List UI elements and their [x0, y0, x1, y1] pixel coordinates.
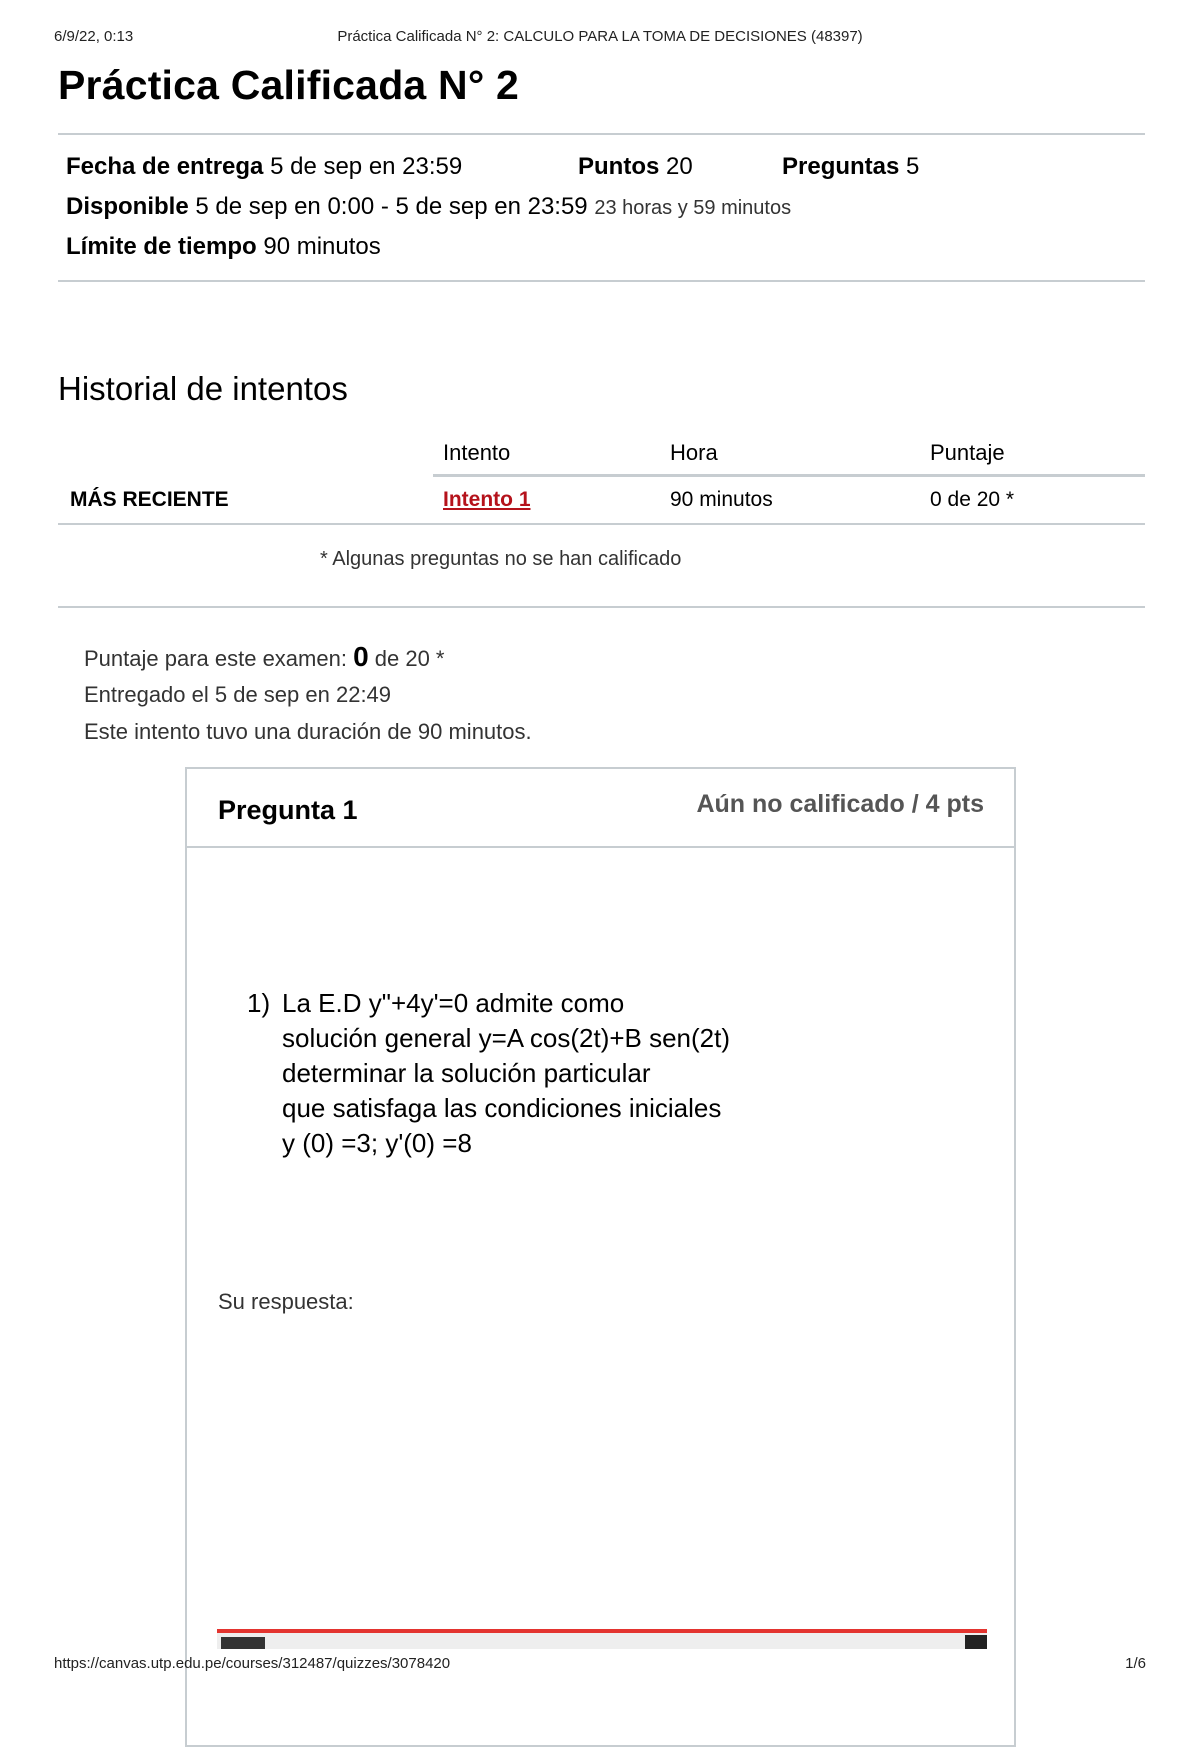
questions-label: Preguntas	[782, 153, 900, 180]
grading-note: * Algunas preguntas no se han calificado	[320, 548, 682, 570]
question-line: solución general y=A cos(2t)+B sen(2t)	[282, 1023, 731, 1053]
questions-meta	[782, 153, 919, 181]
score-summary	[84, 641, 444, 673]
quiz-meta-row-3	[66, 233, 381, 261]
duration-text: Este intento tuvo una duración de 90 minutos.	[84, 719, 532, 744]
points-label: Puntos	[578, 153, 660, 180]
print-url: https://canvas.utp.edu.pe/courses/312487/quizzes/3078420	[54, 1655, 451, 1672]
answer-label: Su respuesta:	[218, 1289, 354, 1314]
available-label: Disponible	[66, 193, 189, 220]
history-heading: Historial de intentos	[58, 370, 348, 407]
due-label: Fecha de entrega	[66, 153, 264, 180]
divider	[58, 280, 1145, 282]
question-line: La E.D y"+4y'=0 admite como	[282, 988, 625, 1018]
score-prefix: Puntaje para este examen:	[84, 646, 354, 671]
question-line: y (0) =3; y'(0) =8	[282, 1128, 472, 1158]
answer-image-fragment	[965, 1635, 987, 1649]
question-line: que satisfaga las condiciones iniciales	[282, 1093, 722, 1123]
print-title: Práctica Calificada N° 2: CALCULO PARA LA TOMA DE DECISIONES (48397)	[337, 28, 863, 45]
points-meta	[578, 153, 693, 181]
row-divider	[58, 523, 1145, 525]
header-divider	[433, 474, 1145, 477]
score-value: 0	[353, 641, 369, 672]
question-header	[187, 769, 1014, 848]
time-limit-label: Límite de tiempo	[66, 233, 257, 260]
row-label: MÁS RECIENTE	[70, 488, 229, 511]
due-value: 5 de sep en 23:59	[270, 153, 463, 180]
column-header-time: Hora	[670, 440, 718, 465]
questions-value: 5	[906, 153, 920, 180]
score-suffix: de 20 *	[368, 646, 445, 671]
available-duration: 23 horas y 59 minutos	[594, 197, 792, 219]
column-header-score: Puntaje	[930, 440, 1005, 465]
question-title: Pregunta 1	[218, 795, 358, 825]
quiz-meta-row-2	[66, 193, 791, 221]
attempt-link[interactable]: Intento 1	[443, 488, 531, 511]
time-limit-value: 90 minutos	[263, 233, 381, 260]
print-date: 6/9/22, 0:13	[54, 28, 134, 45]
column-header-attempt: Intento	[443, 440, 511, 465]
page-number: 1/6	[1125, 1655, 1146, 1672]
attempt-score: 0 de 20 *	[930, 488, 1015, 511]
answer-image	[217, 1629, 987, 1649]
page-title: Práctica Calificada N° 2	[58, 62, 520, 108]
available-value: 5 de sep en 0:00 - 5 de sep en 23:59	[195, 193, 588, 220]
print-footer	[54, 1655, 1146, 1675]
answer-image-fragment	[221, 1637, 265, 1649]
divider	[58, 133, 1145, 135]
submitted-text: Entregado el 5 de sep en 22:49	[84, 682, 392, 707]
attempt-time: 90 minutos	[670, 488, 773, 511]
question-number: 1)	[247, 988, 271, 1018]
divider	[58, 606, 1145, 608]
print-header	[54, 28, 1146, 48]
quiz-meta-row-1	[66, 153, 462, 181]
question-card	[185, 767, 1016, 1747]
question-line: determinar la solución particular	[282, 1058, 651, 1088]
question-points: Aún no calificado / 4 pts	[696, 790, 984, 818]
points-value: 20	[666, 153, 693, 180]
question-statement	[247, 986, 730, 1161]
